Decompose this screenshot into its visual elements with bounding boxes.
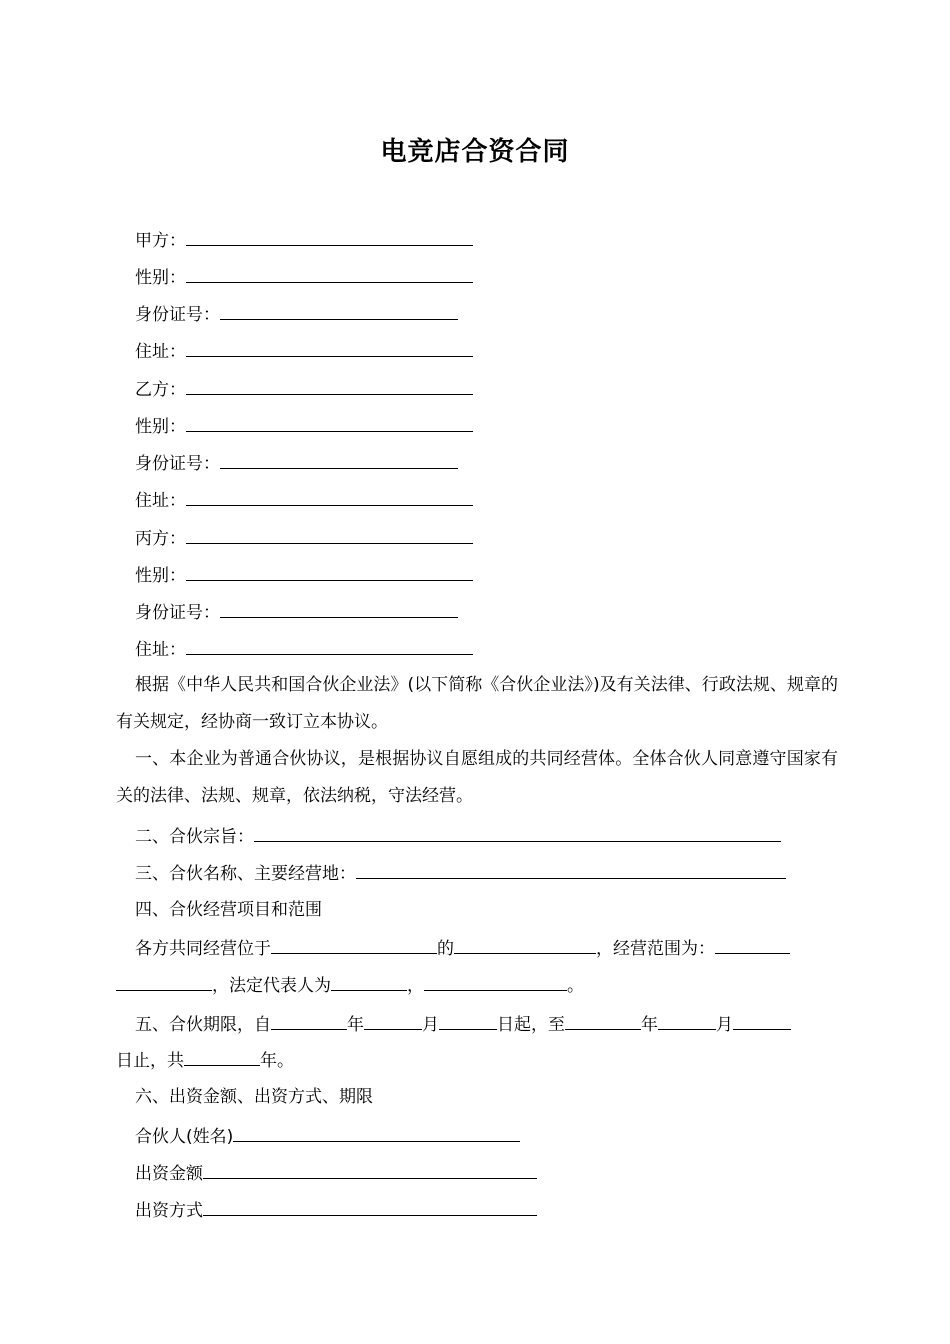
party-c-address-row: [135, 637, 473, 661]
store-name-blank[interactable]: [454, 936, 596, 954]
term-text: 月: [422, 1015, 439, 1035]
clause-1-paragraph: 一、本企业为普通合伙协议，是根据协议自愿组成的共同经营体。全体合伙人同意遵守国家有关的法律、法规、规章，依法纳税，守法经营。: [116, 749, 838, 806]
party-c-id-row: [135, 600, 458, 624]
term-text: 年: [347, 1015, 364, 1035]
field-label: 身份证号：: [135, 603, 220, 623]
contribution-method-blank[interactable]: [203, 1198, 537, 1216]
field-label: 住址：: [135, 491, 186, 511]
intro-paragraph: 根据《中华人民共和国合伙企业法》(以下简称《合伙企业法》)及有关法律、行政法规、规章的有关规定，经协商一致订立本协议。: [116, 675, 838, 732]
field-label: 性别：: [135, 417, 186, 437]
business-scope-blank[interactable]: [715, 936, 790, 954]
scope-text: 。: [567, 976, 584, 996]
start-year-blank[interactable]: [271, 1012, 347, 1030]
field-label: 出资方式: [135, 1201, 203, 1221]
scope-line-2: [116, 973, 584, 997]
business-scope-blank-cont[interactable]: [116, 973, 212, 991]
term-text: 年。: [260, 1051, 294, 1071]
party-a-name-blank[interactable]: [186, 228, 473, 246]
extra-blank[interactable]: [424, 973, 567, 991]
party-a-gender-blank[interactable]: [186, 265, 473, 283]
party-a-name-row: [135, 228, 473, 252]
clause-4-heading: 四、合伙经营项目和范围: [135, 900, 322, 920]
term-line-2: [116, 1048, 294, 1072]
field-label: 性别：: [135, 566, 186, 586]
party-a-id-row: [135, 302, 458, 326]
start-month-blank[interactable]: [364, 1012, 422, 1030]
party-b-id-row: [135, 451, 458, 475]
end-year-blank[interactable]: [565, 1012, 641, 1030]
contribution-amount-blank[interactable]: [203, 1161, 537, 1179]
field-label: 乙方：: [135, 380, 186, 400]
term-line-1: [135, 1012, 791, 1036]
party-b-address-row: [135, 488, 473, 512]
party-b-address-blank[interactable]: [186, 488, 473, 506]
clause-2-row: [135, 824, 781, 848]
term-text: 年: [641, 1015, 658, 1035]
party-c-gender-blank[interactable]: [186, 563, 473, 581]
end-day-blank[interactable]: [733, 1012, 791, 1030]
scope-text: 各方共同经营位于: [135, 939, 271, 959]
term-text: 五、合伙期限，自: [135, 1015, 271, 1035]
start-day-blank[interactable]: [439, 1012, 497, 1030]
field-label: 身份证号：: [135, 454, 220, 474]
field-label: 性别：: [135, 268, 186, 288]
scope-text: ，经营范围为：: [596, 939, 715, 959]
party-a-gender-row: [135, 265, 473, 289]
contribution-method-row: [135, 1198, 537, 1222]
contribution-amount-row: [135, 1161, 537, 1185]
end-month-blank[interactable]: [658, 1012, 716, 1030]
term-text: 日起，至: [497, 1015, 565, 1035]
party-c-address-blank[interactable]: [186, 637, 473, 655]
scope-text: ，: [407, 976, 424, 996]
term-text: 月: [716, 1015, 733, 1035]
party-b-name-row: [135, 377, 473, 401]
clause-6-heading: 六、出资金额、出资方式、期限: [135, 1087, 373, 1107]
scope-line-1: [135, 936, 790, 960]
scope-text: 的: [437, 939, 454, 959]
field-label: 甲方：: [135, 231, 186, 251]
party-c-id-blank[interactable]: [220, 600, 458, 618]
field-label: 住址：: [135, 342, 186, 362]
field-label: 丙方：: [135, 529, 186, 549]
legal-rep-blank[interactable]: [331, 973, 407, 991]
term-text: 日止，共: [116, 1051, 184, 1071]
document-title: 电竞店合资合同: [380, 137, 570, 167]
field-label: 住址：: [135, 640, 186, 660]
clause-2-label: 二、合伙宗旨：: [135, 827, 254, 847]
partner-name-row: [135, 1124, 520, 1148]
clause-3-row: [135, 861, 786, 885]
party-b-id-blank[interactable]: [220, 451, 458, 469]
party-c-name-blank[interactable]: [186, 526, 473, 544]
name-location-blank[interactable]: [356, 861, 786, 879]
party-a-address-blank[interactable]: [186, 339, 473, 357]
field-label: 身份证号：: [135, 305, 220, 325]
scope-text: ，法定代表人为: [212, 976, 331, 996]
purpose-blank[interactable]: [254, 824, 781, 842]
party-a-id-blank[interactable]: [220, 302, 458, 320]
term-years-blank[interactable]: [184, 1048, 260, 1066]
location-blank[interactable]: [271, 936, 437, 954]
party-b-gender-blank[interactable]: [186, 414, 473, 432]
field-label: 出资金额: [135, 1164, 203, 1184]
party-a-address-row: [135, 339, 473, 363]
party-b-name-blank[interactable]: [186, 377, 473, 395]
partner-name-blank[interactable]: [233, 1124, 520, 1142]
field-label: 合伙人(姓名): [135, 1127, 234, 1147]
clause-3-label: 三、合伙名称、主要经营地：: [135, 864, 356, 884]
party-b-gender-row: [135, 414, 473, 438]
party-c-gender-row: [135, 563, 473, 587]
party-c-name-row: [135, 526, 473, 550]
